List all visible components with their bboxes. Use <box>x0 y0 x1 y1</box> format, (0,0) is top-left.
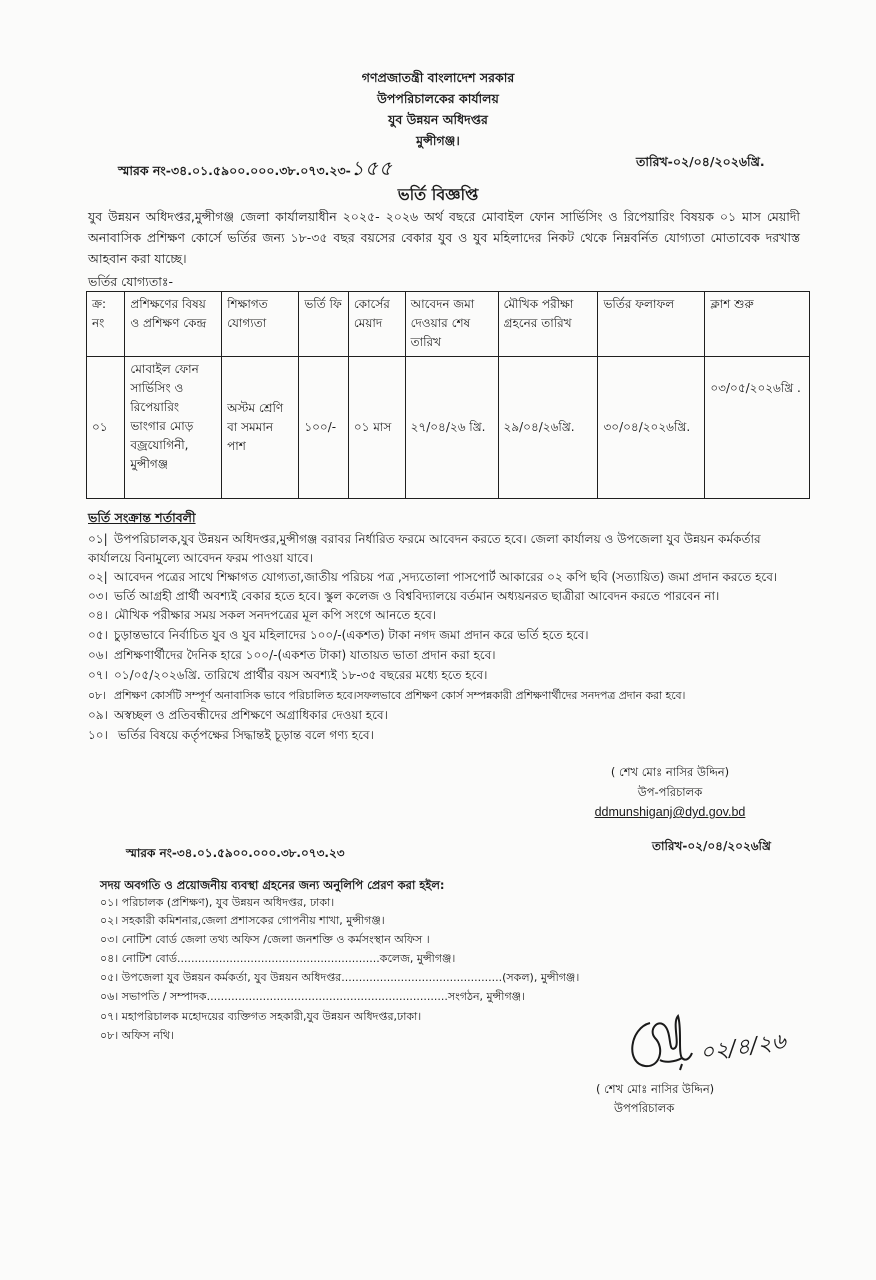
col-fee: ভর্তি ফি <box>299 292 348 357</box>
condition-item <box>88 686 800 705</box>
condition-text: প্রশিক্ষণার্থীদের দৈনিক হারে ১০০/-(একশত টাকা) যাতায়ত ভাতা প্রদান করা হবে। <box>114 648 496 662</box>
copy-item: ০৫। উপজেলা যুব উন্নয়ন কর্মকর্তা, যুব উন্নয়ন অধিদপ্তর..............................................(সকল), মুন্সীগঞ্জ। <box>100 971 580 984</box>
signatory2-block <box>596 1080 714 1118</box>
conditions-heading: ভর্তি সংক্রান্ত শর্তাবলী <box>88 510 196 525</box>
cell-education: অস্টম শ্রেণি বা সমমান পাশ <box>222 357 299 499</box>
cell-result: ৩০/০৪/২০২৬খ্রি. <box>598 357 705 499</box>
signatory-designation: উপ-পরিচালক <box>637 785 703 799</box>
cell-duration: ০১ মাস <box>348 357 405 499</box>
eligibility-label: ভর্তির যোগ্যতাঃ- <box>88 274 174 289</box>
cell-serial: ০১ <box>87 357 125 499</box>
signatory2-name: ( শেখ মোঃ নাসির উদ্দিন) <box>596 1082 715 1096</box>
table-header-row <box>87 292 810 357</box>
signatory2-designation: উপপরিচালক <box>614 1101 675 1115</box>
copy-item: ০৪। নোটিশ বোর্ড..........................................................কলেজ, মুন্সীগঞ্জ। <box>100 952 456 965</box>
memo2-date: তারিখ-০২/০৪/২০২৬খ্রি <box>652 839 771 853</box>
table-row <box>87 357 810 499</box>
condition-text: উপপরিচালক,যুব উন্নয়ন অধিদপ্তর,মুন্সীগঞ্জ বরাবর নির্ধারিত ফরমে আবেদন করতে হবে। জেলা কার্যালয় ও উপজেলা যুব উন্নয়ন কর্মকর্তার কার্যালয়ে বিনামুল্যে আবেদন ফরম পাওয়া যাবে। <box>88 532 761 565</box>
signatory-email[interactable]: ddmunshiganj@dyd.gov.bd <box>594 805 746 819</box>
cell-deadline: ২৭/০৪/২৬ খ্রি. <box>405 357 498 499</box>
condition-item <box>88 626 800 645</box>
col-subject-center: প্রশিক্ষণের বিষয় ও প্রশিক্ষণ কেন্দ্র <box>125 292 222 357</box>
signature-date-text: ০২/৪/২৬ <box>698 1029 788 1066</box>
condition-number: ০৭। <box>88 668 108 682</box>
condition-text: ০১/০৫/২০২৬খ্রি. তারিখে প্রার্থীর বয়স অবশ্যই ১৮-৩৫ বছরের মধ্যে হতে হবে। <box>114 668 488 682</box>
condition-text: ভর্তির বিষয়ে কর্তৃপক্ষের সিদ্ধান্তই চূড়ান্ত বলে গণ্য হবে। <box>114 728 374 742</box>
condition-number: ০৬। <box>88 648 108 662</box>
col-deadline: আবেদন জমা দেওয়ার শেষ তারিখ <box>405 292 498 357</box>
memo-ref-prefix: স্মারক নং-৩৪.০১.৫৯০০.০০০.৩৮.০৭৩.২৩- <box>118 163 351 178</box>
signatory-block <box>560 762 780 822</box>
condition-number: ০৫। <box>88 628 108 642</box>
condition-text: আবেদন পত্রের সাথে শিক্ষাগত যোগ্যতা,জাতীয় পরিচয় পত্র ,সদ্যতোলা পাসপোর্ট আকারের ০২ কপি ছবি (সত্যায়িত) জমা প্রদান করতে হবে। <box>114 570 778 584</box>
copy-item: ০৮। অফিস নথি। <box>100 1029 174 1042</box>
condition-item <box>88 606 800 625</box>
condition-item <box>88 587 800 606</box>
memo-date: তারিখ-০২/০৪/২০২৬খ্রি. <box>636 154 765 169</box>
memo2-ref: স্মারক নং-৩৪.০১.৫৯০০.০০০.৩৮.০৭৩.২৩ <box>126 846 345 860</box>
cell-subject-center: মোবাইল ফোন সার্ভিসিং ও রিপেয়ারিং ভাংগার মোড় বজ্রযোগিনী, মুন্সীগঞ্জ <box>125 357 222 499</box>
intro-paragraph: যুব উন্নয়ন অধিদপ্তর,মুন্সীগঞ্জ জেলা কার্যালয়াধীন ২০২৫- ২০২৬ অর্থ বছরে মোবাইল ফোন সার্ভিসিং ও রিপেয়ারিং বিষয়ক ০১ মাস মেয়াদী অনাবাসিক প্রশিক্ষণ কোর্সে ভর্তির জন্য ১৮-৩৫ বছর বয়সের বেকার যুব ও যুব মহিলাদের নিকট থেকে নিম্নবর্নিত যোগ্যতা মোতাবেক দরখাস্ত আহবান করা যাচ্ছে। <box>88 209 800 266</box>
condition-number: ১০। <box>88 728 108 742</box>
condition-number: ০৩। <box>88 589 108 603</box>
condition-item <box>88 726 800 745</box>
condition-item <box>88 568 800 587</box>
copy-item: ০৭। মহাপরিচালক মহোদয়ের ব্যক্তিগত সহকারী,যুব উন্নয়ন অধিদপ্তর,ঢাকা। <box>100 1010 422 1023</box>
copy-item: ০২। সহকারী কমিশনার,জেলা প্রশাসকের গোপনীয় শাখা, মুন্সীগঞ্জ। <box>100 914 385 927</box>
signatory-name: ( শেখ মোঃ নাসির উদ্দিন) <box>610 765 730 779</box>
col-result: ভর্তির ফলাফল <box>598 292 705 357</box>
govt-name: গণপ্রজাতন্ত্রী বাংলাদেশ সরকার <box>361 70 515 85</box>
condition-text: ভর্তি আগ্রহী প্রার্থী অবশ্যই বেকার হতে হবে। স্কুল কলেজ ও বিশ্ববিদ্যালয়ে বর্তমান অধ্যয়নরত ছাত্রীরা আবেদন করতে পারবেন না। <box>114 589 720 603</box>
district-name: মুন্সীগঞ্জ। <box>416 133 460 148</box>
condition-number: ০৯। <box>88 708 108 722</box>
col-education: শিক্ষাগত যোগ্যতা <box>222 292 299 357</box>
copy-item: ০৬। সভাপতি / সম্পাদক.....................................................................সংগঠন, মুন্সীগঞ্জ। <box>100 990 525 1003</box>
cell-class-start: ০৩/০৫/২০২৬খ্রি . <box>705 357 810 499</box>
condition-item <box>88 706 800 725</box>
col-duration: কোর্সের মেয়াদ <box>348 292 405 357</box>
col-class-start: ক্লাশ শুরু <box>705 292 810 357</box>
department-name: যুব উন্নয়ন অধিদপ্তর <box>388 112 488 127</box>
office-name: উপপরিচালকের কার্যালয় <box>377 91 499 106</box>
copies-heading: সদয় অবগতি ও প্রয়োজনীয় ব্যবস্থা গ্রহনের জন্য অনুলিপি প্রেরণ করা হইল: <box>100 878 445 892</box>
condition-number: ০৪। <box>88 608 108 622</box>
condition-text: অস্বচ্ছল ও প্রতিবন্ধীদের প্রশিক্ষণে অগ্রাধিকার দেওয়া হবে। <box>114 708 388 722</box>
condition-text: চুড়ান্তভাবে নির্বাচিত যুব ও যুব মহিলাদের ১০০/-(একশত) টাকা নগদ জমা প্রদান করে ভর্তি হতে হবে। <box>114 628 589 642</box>
cell-viva-date: ২৯/০৪/২৬খ্রি. <box>498 357 598 499</box>
copy-item: ০১। পরিচালক (প্রশিক্ষণ), যুব উন্নয়ন অধিদপ্তর, ঢাকা। <box>100 896 335 909</box>
condition-item <box>88 666 800 685</box>
condition-number: ০৮। <box>88 689 106 702</box>
notice-title: ভর্তি বিজ্ঞপ্তি <box>397 185 479 204</box>
copy-item: ০৩। নোটিশ বোর্ড জেলা তথ্য অফিস /জেলা জনশক্তি ও কর্মসংস্থান অফিস । <box>100 933 430 946</box>
condition-text: মৌখিক পরীক্ষার সময় সকল সনদপত্রের মূল কপি সংগে আনতে হবে। <box>114 608 437 622</box>
cell-fee: ১০০/- <box>299 357 348 499</box>
condition-item <box>88 646 800 665</box>
condition-item <box>88 530 800 568</box>
col-viva-date: মৌখিক পরীক্ষা গ্রহনের তারিখ <box>498 292 598 357</box>
admission-table <box>86 291 810 499</box>
memo-ref-handwritten: ১৫৫ <box>350 156 393 180</box>
col-serial: ক্র: নং <box>87 292 125 357</box>
condition-number: ০২| <box>88 570 108 584</box>
condition-number: ০১| <box>88 532 108 546</box>
condition-text: প্রশিক্ষণ কোর্সটি সম্পূর্ণ অনাবাসিক ভাবে পরিচালিত হবে।সফলভাবে প্রশিক্ষণ কোর্স সম্পন্নকারী প্রশিক্ষণার্থীদের সনদপত্র প্রদান করা হবে। <box>114 689 686 702</box>
